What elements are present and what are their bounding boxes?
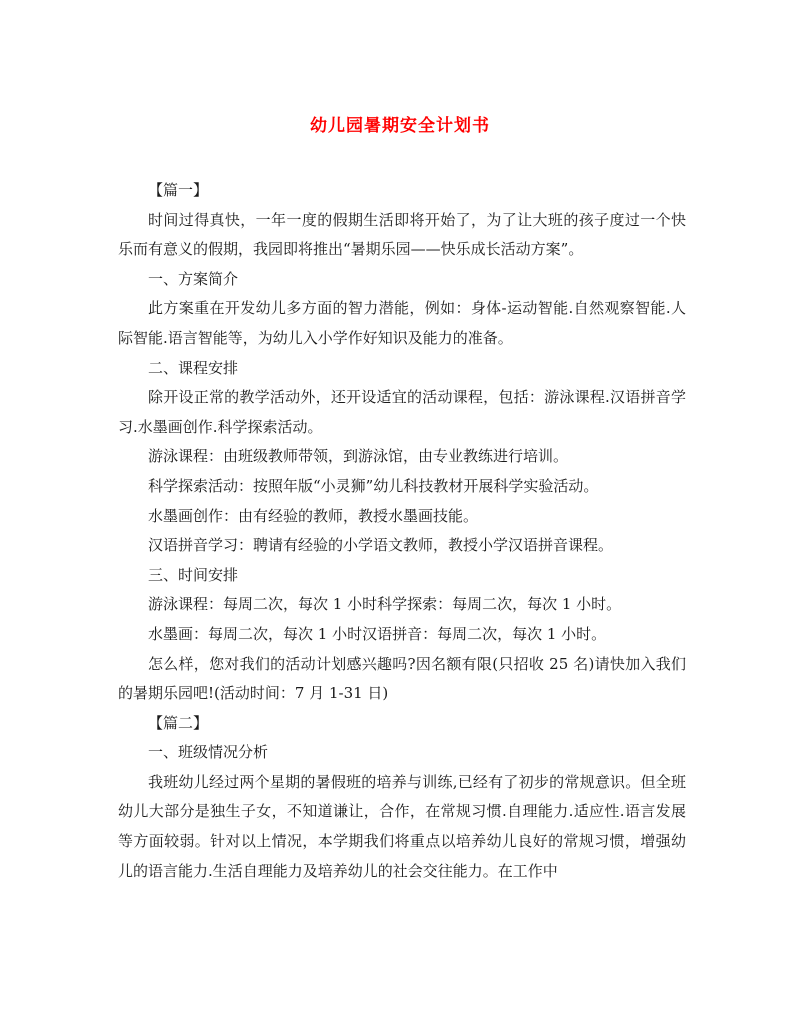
section-heading-part-one: 【篇一】	[148, 181, 209, 199]
heading-class-analysis: 一、班级情况分析	[148, 743, 269, 762]
heading-course-schedule: 二、课程安排	[148, 358, 239, 377]
document-body	[118, 176, 686, 886]
section-heading-part-two: 【篇二】	[148, 713, 209, 732]
heading-time-schedule: 三、时间安排	[148, 565, 239, 584]
paragraph-course-list: 除开设正常的教学活动外，还开设适宜的活动课程，包括：游泳课程.汉语拼音学习.水墨画创作.科学探索活动。	[118, 388, 686, 436]
paragraph-pinyin: 汉语拼音学习：聘请有经验的小学语文教师，教授小学汉语拼音课程。	[148, 536, 614, 555]
paragraph-time-ink: 水墨画：每周二次，每次 1 小时汉语拼音：每周二次，每次 1 小时。	[148, 624, 607, 643]
paragraph-class-analysis: 我班幼儿经过两个星期的暑假班的培养与训练,已经有了初步的常规意识。但全班幼儿大部分是独生子女，不知道谦让，合作，在常规习惯.自理能力.适应性.语言发展等方面较弱。针对以上情况，本学期我们将重点以培养幼儿良好的常规习惯，增强幼儿的语言能力.生活自理能力及培养幼儿的社会交往能力。在工作中	[118, 772, 686, 880]
paragraph-intro: 时间过得真快，一年一度的假期生活即将开始了，为了让大班的孩子度过一个快乐而有意义的假期，我园即将推出“暑期乐园——快乐成长活动方案”。	[118, 210, 686, 259]
paragraph-ink-painting: 水墨画创作：由有经验的教师，教授水墨画技能。	[148, 506, 479, 525]
document-title: 幼儿园暑期安全计划书	[310, 116, 490, 136]
paragraph-swimming: 游泳课程：由班级教师带领，到游泳馆，由专业教练进行培训。	[148, 447, 569, 466]
paragraph-time-swimming: 游泳课程：每周二次，每次 1 小时科学探索：每周二次，每次 1 小时。	[148, 595, 622, 614]
paragraph-science: 科学探索活动：按照年版“小灵狮”幼儿科技教材开展科学实验活动。	[148, 476, 599, 495]
paragraph-plan-overview: 此方案重在开发幼儿多方面的智力潜能，例如：身体-运动智能.自然观察智能.人际智能.语言智能等，为幼儿入小学作好知识及能力的准备。	[118, 299, 686, 347]
heading-plan-overview: 一、方案简介	[148, 269, 239, 288]
paragraph-invitation: 怎么样，您对我们的活动计划感兴趣吗?因名额有限(只招收 25 名)请快加入我们的暑期乐园吧!(活动时间：7 月 1-31 日)	[118, 654, 686, 703]
